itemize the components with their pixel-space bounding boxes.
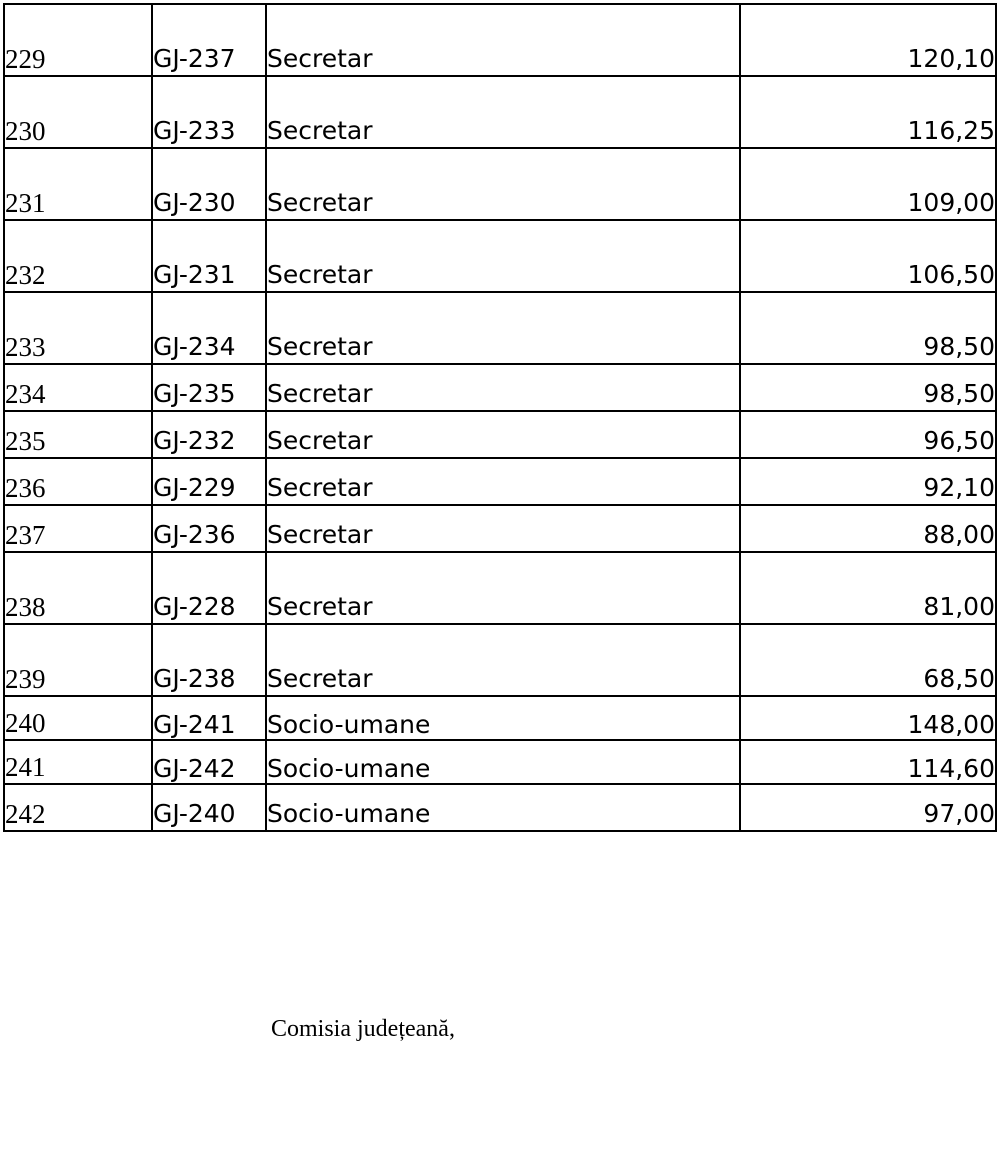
table-row (4, 148, 996, 220)
candidate-code: GJ-241 (152, 696, 266, 740)
table-row (4, 76, 996, 148)
score: 106,50 (740, 220, 996, 292)
specialty: Socio-umane (266, 740, 740, 784)
row-number: 240 (4, 696, 152, 740)
signature-label: Comisia județeană, (271, 1016, 455, 1042)
specialty: Secretar (266, 458, 740, 505)
candidate-code: GJ-231 (152, 220, 266, 292)
candidate-code: GJ-237 (152, 4, 266, 76)
candidate-code: GJ-236 (152, 505, 266, 552)
table-row (4, 740, 996, 784)
candidate-code: GJ-235 (152, 364, 266, 411)
score: 68,50 (740, 624, 996, 696)
specialty: Secretar (266, 292, 740, 364)
specialty: Socio-umane (266, 784, 740, 831)
specialty: Secretar (266, 411, 740, 458)
specialty: Secretar (266, 76, 740, 148)
candidate-code: GJ-232 (152, 411, 266, 458)
table-row (4, 458, 996, 505)
specialty: Secretar (266, 4, 740, 76)
score: 114,60 (740, 740, 996, 784)
score: 88,00 (740, 505, 996, 552)
candidate-code: GJ-242 (152, 740, 266, 784)
table-row (4, 4, 996, 76)
row-number: 241 (4, 740, 152, 784)
results-table (3, 3, 997, 832)
specialty: Secretar (266, 364, 740, 411)
table-row (4, 505, 996, 552)
score: 96,50 (740, 411, 996, 458)
row-number: 230 (4, 76, 152, 148)
table-row (4, 292, 996, 364)
row-number: 242 (4, 784, 152, 831)
candidate-code: GJ-234 (152, 292, 266, 364)
score: 148,00 (740, 696, 996, 740)
candidate-code: GJ-228 (152, 552, 266, 624)
candidate-code: GJ-238 (152, 624, 266, 696)
score: 97,00 (740, 784, 996, 831)
score: 98,50 (740, 364, 996, 411)
specialty: Secretar (266, 552, 740, 624)
specialty: Secretar (266, 220, 740, 292)
specialty: Socio-umane (266, 696, 740, 740)
row-number: 233 (4, 292, 152, 364)
row-number: 231 (4, 148, 152, 220)
candidate-code: GJ-233 (152, 76, 266, 148)
row-number: 232 (4, 220, 152, 292)
score: 81,00 (740, 552, 996, 624)
score: 109,00 (740, 148, 996, 220)
score: 116,25 (740, 76, 996, 148)
score: 92,10 (740, 458, 996, 505)
row-number: 236 (4, 458, 152, 505)
row-number: 235 (4, 411, 152, 458)
row-number: 239 (4, 624, 152, 696)
table-row (4, 220, 996, 292)
specialty: Secretar (266, 148, 740, 220)
candidate-code: GJ-229 (152, 458, 266, 505)
table-row (4, 552, 996, 624)
row-number: 238 (4, 552, 152, 624)
table-row (4, 696, 996, 740)
specialty: Secretar (266, 505, 740, 552)
score: 98,50 (740, 292, 996, 364)
row-number: 229 (4, 4, 152, 76)
row-number: 237 (4, 505, 152, 552)
specialty: Secretar (266, 624, 740, 696)
table-row (4, 624, 996, 696)
table-row (4, 411, 996, 458)
candidate-code: GJ-230 (152, 148, 266, 220)
row-number: 234 (4, 364, 152, 411)
table-row (4, 784, 996, 831)
table-row (4, 364, 996, 411)
score: 120,10 (740, 4, 996, 76)
candidate-code: GJ-240 (152, 784, 266, 831)
